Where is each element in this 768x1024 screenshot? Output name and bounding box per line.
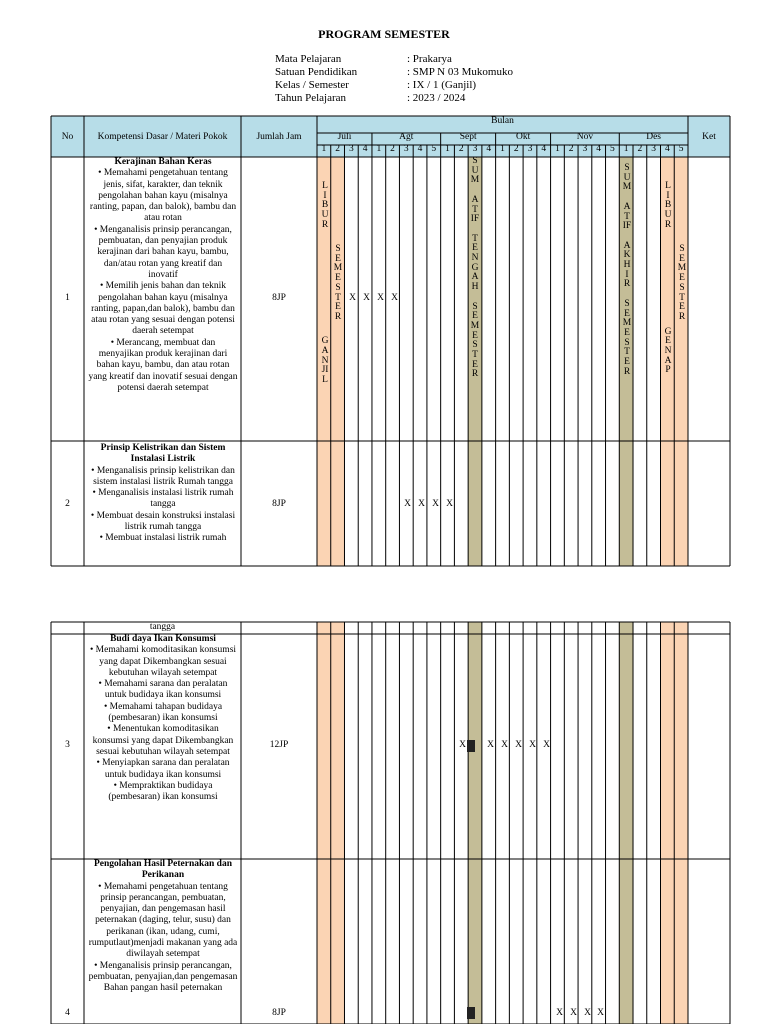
row-3-mark: X <box>459 740 466 750</box>
libur-genap-column <box>674 157 688 566</box>
row-1-body: • Memahami pengetahuan tentang jenis, sifat, karakter, dan teknik pengolahan bahan kayu (misalnya ranting, papan, dan balok), bambu dan atau rotan • Menganalisis prinsip perancangan, pembuatan, dan penyajian produk kerajinan dari bahan kayu, bambu, dan/atau rotan yang kreatif dan inovatif • Memilih jenis bahan dan teknik pengolahan bahan kayu (misalnya ranting, papan,dan balok), bambu dan atau rotan yang sesuai dengan potensi daerah setempat • Merancang, membuat dan menyajikan produk kerajinan dari bahan kayu, bambu, dan atau rotan yang kreatif dan inovatif sesuai dengan potensi daerah setempat <box>88 168 238 393</box>
row-1-content <box>88 157 238 394</box>
week-header: 3 <box>582 144 588 154</box>
label-sumatif-akhir: S U M A T IF A K H I R S E M E S T E R <box>622 163 632 377</box>
header-no: No <box>61 132 74 142</box>
meta-key: Satuan Pendidikan <box>275 66 358 78</box>
row-1-mark: X <box>363 293 370 303</box>
libur-ganjil-column <box>317 622 331 1024</box>
row-3-mark: X <box>501 740 508 750</box>
label-semester-2: S E M E S T E R <box>677 244 687 322</box>
label-sumatif-tengah: S U M A T IF T E N G A H S E M E S T E R <box>470 156 480 380</box>
meta-key: Mata Pelajaran <box>275 53 342 65</box>
row-2-heading: Prinsip Kelistrikan dan Sistem Instalasi Listrik <box>100 443 226 465</box>
week-header: 4 <box>417 144 423 154</box>
week-header: 2 <box>390 144 395 154</box>
week-header: 4 <box>362 144 368 154</box>
week-header: 2 <box>513 144 519 154</box>
header-kd: Kompetensi Dasar / Materi Pokok <box>97 132 228 142</box>
label-semester-1: S E M E S T E R <box>333 244 343 322</box>
row-3-mark: X <box>515 740 522 750</box>
row-2-content <box>88 443 238 545</box>
week-header: 2 <box>335 144 340 154</box>
row-3-mark: X <box>487 740 494 750</box>
row-2-no: 2 <box>65 499 70 509</box>
sumatif-akhir-column <box>619 622 633 1024</box>
week-header: 3 <box>403 144 409 154</box>
month-header: Juli <box>337 132 352 142</box>
week-header: 3 <box>472 144 478 154</box>
week-header: 4 <box>664 144 670 154</box>
row-2-jam: 8JP <box>272 499 286 509</box>
meta-value: : 2023 / 2024 <box>407 92 466 104</box>
week-header: 4 <box>486 144 492 154</box>
month-header: Agt <box>399 132 414 142</box>
week-header: 5 <box>431 144 437 154</box>
week-header: 1 <box>445 144 450 154</box>
meta-value: : IX / 1 (Ganjil) <box>407 79 477 91</box>
week-header: 5 <box>678 144 684 154</box>
libur-genap-column <box>674 622 688 1024</box>
row-4-body: • Memahami pengetahuan tentang prinsip perancangan, pembuatan, penyajian, dan pengemasan hasil peternakan (daging, telur, susu) dan perikanan (ikan, udang, cumi, rumputlaut)menjadi makanan yang ada diwilayah setempat • Menganalisis prinsip perancangan, pembuatan, penyajian,dan pengemasan Bahan pangan hasil peternakan <box>88 881 238 994</box>
sumatif-tengah-column <box>468 622 482 1024</box>
row-2-mark: X <box>418 499 425 509</box>
month-header: Des <box>646 132 661 142</box>
week-header: 4 <box>596 144 602 154</box>
week-header: 3 <box>651 144 656 154</box>
week-header: 5 <box>610 144 615 154</box>
week-header: 1 <box>500 144 505 154</box>
row-4-mark: X <box>597 1008 604 1018</box>
row-1-heading: Kerajinan Bahan Keras <box>114 157 212 167</box>
label-libur-genap: L I B U R G E N A P <box>664 181 672 376</box>
row-1-no: 1 <box>65 293 70 303</box>
month-header: Nov <box>576 132 594 142</box>
row-2-continuation: tangga <box>149 622 176 632</box>
week-header: 3 <box>348 144 354 154</box>
week-header: 1 <box>555 144 560 154</box>
week-header: 4 <box>541 144 547 154</box>
row-4-no: 4 <box>65 1008 70 1018</box>
row-4-mark: X <box>584 1008 591 1018</box>
filled-square-marker <box>467 1007 475 1019</box>
week-header: 1 <box>321 144 327 154</box>
row-1-mark: X <box>349 293 356 303</box>
meta-key: Kelas / Semester <box>275 79 349 91</box>
week-header: 2 <box>637 144 643 154</box>
row-4-mark: X <box>570 1008 577 1018</box>
row-4-content <box>88 859 238 995</box>
row-4-jam: 8JP <box>272 1008 286 1018</box>
row-3-no: 3 <box>65 740 70 750</box>
label-libur-ganjil: L I B U R G A N JI L <box>321 181 329 386</box>
month-header: Sept <box>459 132 477 142</box>
row-1-jam: 8JP <box>272 293 286 303</box>
meta-value: : Prakarya <box>407 53 452 65</box>
week-header: 1 <box>623 144 629 154</box>
week-header: 3 <box>527 144 533 154</box>
month-header: Okt <box>515 132 531 142</box>
row-4-heading: Pengolahan Hasil Peternakan dan Perikanan <box>93 859 233 881</box>
row-4-mark: X <box>556 1008 563 1018</box>
meta-value: : SMP N 03 Mukomuko <box>407 66 513 78</box>
row-3-content <box>88 634 238 803</box>
libur-ganjil-column <box>331 157 345 566</box>
row-3-mark: X <box>529 740 536 750</box>
week-header: 1 <box>376 144 382 154</box>
row-3-body: • Memahami komoditasikan konsumsi yang dapat Dikembangkan sesuai kebutuhan wilayah setempat • Memahami sarana dan peralatan untuk budidaya ikan konsumsi • Memahami tahapan budidaya (pembesaran) ikan konsumsi • Menentukan komoditasikan konsumsi yang dapat Dikembangkan sesuai kebutuhan wilayah setempat • Menyiapkan sarana dan peralatan untuk budidaya ikan konsumsi • Mempraktikan budidaya (pembesaran) ikan konsumsi <box>89 645 237 803</box>
row-2-body: • Menganalisis prinsip kelistrikan dan sistem instalasi listrik Rumah tangga • Menganalisis instalasi listrik rumah tangga • Membuat desain konstruksi instalasi listrik rumah tangga • Membuat instalasi listrik rumah <box>90 465 236 544</box>
header-ket: Ket <box>702 132 716 142</box>
row-2-mark: X <box>446 499 453 509</box>
libur-genap-column <box>661 622 675 1024</box>
header-jam: Jumlah Jam <box>256 132 302 142</box>
row-1-mark: X <box>391 293 398 303</box>
meta-key: Tahun Pelajaran <box>275 92 347 104</box>
row-2-mark: X <box>432 499 439 509</box>
row-1-mark: X <box>377 293 384 303</box>
row-2-mark: X <box>404 499 411 509</box>
row-3-jam: 12JP <box>269 740 289 750</box>
row-3-heading: Budi daya Ikan Konsumsi <box>110 634 216 644</box>
row-3-mark: X <box>543 740 550 750</box>
week-header: 2 <box>568 144 574 154</box>
libur-ganjil-column <box>331 622 345 1024</box>
week-header: 2 <box>458 144 464 154</box>
header-bulan: Bulan <box>491 116 514 126</box>
document-title: PROGRAM SEMESTER <box>318 27 450 41</box>
